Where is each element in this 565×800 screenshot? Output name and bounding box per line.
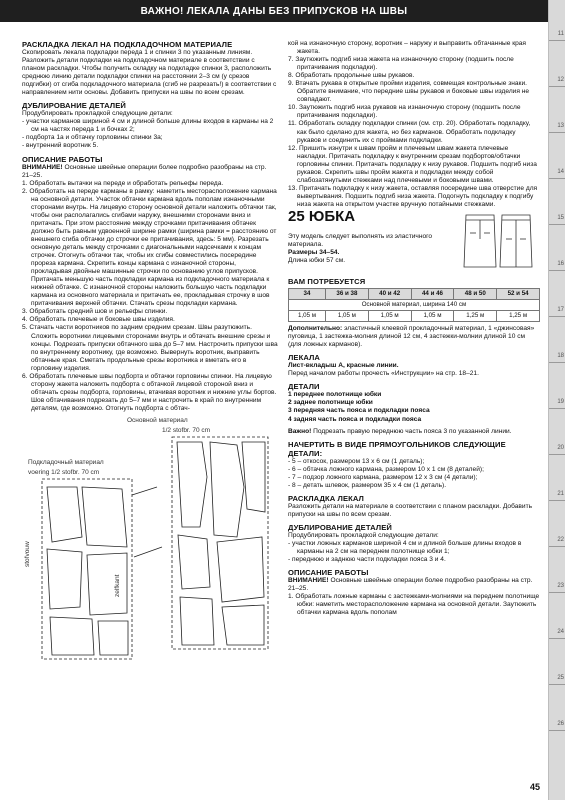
ruler-tick (549, 86, 565, 87)
jacket-step: 8. Обработать продольные швы рукавов. (288, 72, 415, 80)
fabric-label-row (289, 300, 540, 311)
ruler-tick (549, 362, 565, 363)
jacket-step: 7. Заутюжить подгиб низа жакета на изнаночную сторону (подшить после притачивания подкладки). (288, 56, 514, 72)
ruler-number: 12 (557, 77, 564, 83)
lining-material-label: Подкладочный материал (28, 458, 104, 466)
fabric-value-cell: 1,05 м (411, 311, 454, 322)
rectangle-item: - 6 – обтачка ложного кармана, размером 10 х 1 см (8 деталей); (288, 465, 484, 473)
duplication-item: - участки карманов шириной 4 см и длиной больше длины входов в карманы на 2 см на частях переда 1 и бочках 2; (22, 118, 274, 134)
ruler-tick (549, 730, 565, 731)
ruler-tick (549, 500, 565, 501)
patterns-heading: ЛЕКАЛА (288, 353, 321, 363)
pattern-layout-illustration (22, 417, 278, 667)
fabric-value-cell: 1,25 м (497, 311, 540, 322)
ruler-number: 23 (557, 583, 564, 589)
rectangle-item: - 8 – детать шлевок, размером 35 х 4 см (1 деталь). (288, 481, 447, 489)
ruler-number: 24 (557, 629, 564, 635)
work-step: 3. Обработать средний шов и рельефы спинки. (22, 308, 168, 316)
jacket-step: 10. Заутюжить подгиб низа рукавов на изнаночную сторону (подшить после притачивания подкладки). (288, 104, 521, 120)
ruler-number: 21 (557, 491, 564, 497)
size-cell: 36 и 38 (325, 288, 368, 299)
jacket-step: 12. Пришить изнутри к швам пройм и плечевым швам жакета плечевые накладки. Притачать подкладку к внутренним срезам подбортов/обтачки горловины спинки. Притачать подкладку к низу рукавов. Подшить подгиб низа рукавов. Скрепить швы пройм жакета и подкладки между собой слабозатянутыми стежками над плечевыми и боковыми швами. (288, 144, 537, 184)
warning-banner: ВАЖНО! ЛЕКАЛА ДАНЫ БЕЗ ПРИПУСКОВ НА ШВЫ (0, 0, 548, 22)
important-label: Важно! (288, 427, 312, 435)
work-description-heading: ОПИСАНИЕ РАБОТЫ (22, 154, 103, 164)
ruler-number: 16 (557, 261, 564, 267)
duplication-item: - подборта 1а и обтачку горловины спинки 3а; (22, 134, 163, 142)
ruler-tick (549, 178, 565, 179)
main-material-width-label: 1/2 stofbr. 70 cm (162, 426, 211, 434)
important-note (288, 428, 540, 436)
page-number: 45 (529, 782, 540, 792)
jacket-step: 11. Обработать складку подкладки спинки (см. стр. 20). Обработать подкладку, как было сделано для жакета, но без карманов. Обработать подкладку рукавов и соединить их с проймами подкладки. (288, 120, 531, 144)
ruler-number: 25 (557, 675, 564, 681)
warning-text: Основные швейные операции более подробно разобраны на стр. 21–25. (22, 163, 267, 179)
ruler-number: 14 (557, 169, 564, 175)
size-cell: 34 (289, 288, 326, 299)
work-steps-list (22, 180, 278, 413)
ruler-tick (549, 40, 565, 41)
fabric-value-cell: 1,05 м (368, 311, 411, 322)
right-duplication-list (288, 540, 540, 564)
skirt-description (288, 233, 438, 265)
important-text: Подрезать правую переднюю часть пояса 3 по указанной линии. (311, 427, 512, 435)
rectangles-heading: НАЧЕРТИТЬ В ВИДЕ ПРЯМОУГОЛЬНИКОВ СЛЕДУЮЩИЕ ДЕТАЛИ: (288, 439, 506, 458)
left-column (22, 40, 278, 667)
rectangles-list (288, 458, 540, 490)
fabric-value-cell: 1,25 м (454, 311, 497, 322)
duplication-heading: ДУБЛИРОВАНИЕ ДЕТАЛЕЙ (22, 101, 126, 111)
requirements-heading: ВАМ ПОТРЕБУЕТСЯ (288, 276, 366, 286)
skirt-model-title: 25 ЮБКА (288, 207, 356, 225)
work-step: 6. Обработать плечевые швы подборта и обтачки горловины спинки. На лицевую сторону жакета наложить подборта с обтачкой лицевой стороной вниз и обтачать срезы подборта, горловины, втачивая воротник и нижние углы бортов. Шов обтачивания подрезать до 5–7 мм и настрочить в край по внутренним деталям, где возможно. Отогнуть подборта с обтач- (22, 372, 277, 412)
patterns-note: Перед началом работы прочесть «Инструкции» на стр. 18–21. (288, 370, 479, 378)
jacket-step: кой на изнаночную сторону, воротник – наружу и выправить обтачанные края жакета. (288, 40, 526, 56)
ruler-number: 17 (557, 307, 564, 313)
part-item: 1 переднее полотнище юбки (288, 391, 382, 399)
ruler-tick (549, 408, 565, 409)
parts-heading: ДЕТАЛИ (288, 382, 320, 392)
warning-word: ВНИМАНИЕ! (22, 163, 63, 171)
size-cell: 40 и 42 (368, 288, 411, 299)
work-step: 5. Стачать части воротников по задним средним срезам. Швы разутюжить. Сложить воротники лицевыми сторонами внутрь и обтачать внешние срезы и концы. Подрезать припуски обтачного шва до 5–7 мм. Настрочить припуски шва по внутреннему воротнику, где возможно. Вывернуть воротник, выправить обтачные края. Сметать продольные срезы воротника и вметать его в горловину изделия. (22, 324, 278, 372)
ruler-number: 20 (557, 445, 564, 451)
lining-material-width-label: voering 1/2 stofbr. 70 cm (28, 468, 100, 476)
ruler-tick (549, 638, 565, 639)
size-cell: 44 и 46 (411, 288, 454, 299)
ruler-tick (549, 454, 565, 455)
ruler-number: 11 (557, 31, 564, 37)
ruler-number: 22 (557, 537, 564, 543)
skirt-length: Длина юбки 57 см. (288, 256, 346, 264)
work-warning (22, 164, 278, 180)
skirt-sizes: Размеры 34–54. (288, 248, 340, 256)
extra-text: эластичный клеевой прокладочный материал, 1 «джинсовая» пуговица, 1 застежка-молния длиной 12 см, 4 застежки-молнии длиной 10 см (для ложных карманов). (288, 325, 535, 349)
ruler-tick (549, 592, 565, 593)
main-material-label: Основной материал (127, 416, 188, 424)
layout-text: Разложить детали на материале в соответствии с планом раскладки. Добавить припуски на швы по всем срезам. (288, 502, 533, 518)
fold-label: stofvouw (24, 541, 31, 567)
extra-materials (288, 325, 540, 349)
ruler-number: 13 (557, 123, 564, 129)
lining-layout-heading: РАСКЛАДКА ЛЕКАЛ НА ПОДКЛАДОЧНОМ МАТЕРИАЛЕ (22, 40, 233, 49)
fabric-values-row (289, 311, 540, 322)
part-item: 2 заднее полотнище юбки (288, 399, 373, 407)
size-header-row (289, 288, 540, 299)
extra-label: Дополнительно: (288, 325, 343, 333)
lining-layout-text: Скопировать лекала подкладки переда 1 и спинки 3 по указанным линиям. Разложить детали подкладки на подкладочном материале в соответствии с планом раскладки. Чтобы получить складку на подкладке спинки 3, расположить среднюю линию детали подкладки спинки на расстоянии 2–3 см (у срезов подгибки) от сгиба подкладочного материала (сгиб не разрезать!) в соответствии с направлением нити основы. Добавить припуски на швы по всем срезам. (22, 49, 277, 97)
skirt-sketch-image (458, 209, 538, 273)
rectangle-item: - 5 – откосок, размером 13 х 6 см (1 деталь); (288, 457, 425, 465)
ruler-tick (549, 316, 565, 317)
size-cell: 52 и 54 (497, 288, 540, 299)
patterns-sheet: Лист-вкладыш А, красные линии. (288, 362, 399, 370)
size-cell: 48 и 50 (454, 288, 497, 299)
right-duplication-item: - переднюю и заднюю части подкладки пояса 3 и 4. (288, 556, 446, 564)
fabric-requirements-table (288, 288, 540, 322)
duplication-intro: Продублировать прокладкой следующие детали: (22, 110, 173, 118)
duplication-list (22, 118, 278, 150)
ruler-tick (549, 270, 565, 271)
side-ruler (548, 0, 565, 800)
right-warning-word: ВНИМАНИЕ! (288, 577, 329, 585)
work-step: 1. Обработать вытачки на переде и обработать рельефы переда. (22, 179, 224, 187)
selvage-label: zelfkant (114, 574, 121, 597)
rectangle-item: - 7 – подзор ложного кармана, размером 12 х 3 см (4 детали); (288, 473, 478, 481)
skirt-section-header (288, 207, 540, 273)
jacket-step: 9. Втачать рукава в открытые пройми изделия, совмещая контрольные знаки. Обратите внимание, что передние швы рукавов и боковые швы изделия не совпадают. (288, 80, 530, 104)
right-duplication-heading: ДУБЛИРОВАНИЕ ДЕТАЛЕЙ (288, 522, 392, 532)
fabric-label-cell: Основной материал, ширина 140 см (289, 300, 540, 311)
ruler-tick (549, 132, 565, 133)
right-work-step-1: 1. Обработать ложные карманы с застежками-молниями на переднем полотнище юбки: наметить месторасположение кармана на основной детали. Заутюжить обтачки кармана вдоль пополам (288, 593, 540, 617)
parts-list (288, 391, 540, 423)
fabric-value-cell: 1,05 м (325, 311, 368, 322)
layout-heading: РАСКЛАДКА ЛЕКАЛ (288, 493, 364, 503)
part-item: 3 передняя часть пояса и подкладки пояса (288, 407, 430, 415)
jacket-step: 13. Притачать подкладку к низу жакета, оставляя посередине шва отверстие для вывертывания. Подшить подгиб низа жакета. Подогнуть подкладку к подгибу низа жакета на открытом участке вручную потайными стежками. (288, 184, 538, 208)
jacket-steps-continued (288, 40, 540, 209)
right-duplication-item: - участки ложных карманов шириной 4 см и длиной больше длины входов в карманы на 2 см на переднем полотнище юбки 1; (288, 539, 522, 555)
right-work-heading: ОПИСАНИЕ РАБОТЫ (288, 568, 369, 578)
ruler-tick (549, 546, 565, 547)
duplication-item: - внутренний воротник 5. (22, 142, 99, 150)
ruler-tick (549, 684, 565, 685)
right-duplication-intro: Продублировать прокладкой следующие детали: (288, 531, 439, 539)
skirt-description-text: Эту модель следует выполнять из эластичного материала. (288, 232, 433, 248)
right-work-warning (288, 577, 540, 593)
ruler-tick (549, 224, 565, 225)
ruler-number: 18 (557, 353, 564, 359)
ruler-number: 15 (557, 215, 564, 221)
ruler-number: 19 (557, 399, 564, 405)
pattern-pieces-drawing (22, 417, 278, 667)
work-step: 4. Обработать плечевые и боковые швы изделия. (22, 316, 175, 324)
part-item: 4 задняя часть пояса и подкладки пояса (288, 415, 422, 423)
right-column (288, 40, 540, 617)
ruler-number: 26 (557, 721, 564, 727)
fabric-value-cell: 1,05 м (289, 311, 326, 322)
work-step: 2. Обработать на переде карманы в рамку: наметить месторасположение кармана на основной детали. Участок обтачки кармана вдоль пополам изнаночными сторонами внутрь. На лицевую сторону основной детали наложить обтачки так, чтобы они располагались сгибами наружу, внешними сторонами вниз и притачать. При этом расстояние между строчками притачивания обтачек должно быть равным удвоенной ширине рамки (ширина рамки = расстоянию от внешнего сгиба обтачки до строчки ее притачивания, здесь: 5 мм). Разрезать основную деталь между строчками с диагональными надсечками к концам строчек. Отогнуть обтачки так, чтобы их сгибы совместились посередине прореза кармана. Скрепить концы кармана с изнаночной стороны, прокладывая двойные машинные строчки по основанию углов припусков. Притачать меньшую часть подкладки кармана из подкладочного материала к нижней обтачке. С изнаночной стороны наложить большую часть подкладки кармана из основного материала и притачать ее, прокладывая строчку в шов притачивания верхней обтачки. Стачать срезы подкладки кармана. (22, 187, 277, 308)
right-warning-text: Основные швейные операции более подробно разобраны на стр. 21–25. (288, 577, 533, 593)
